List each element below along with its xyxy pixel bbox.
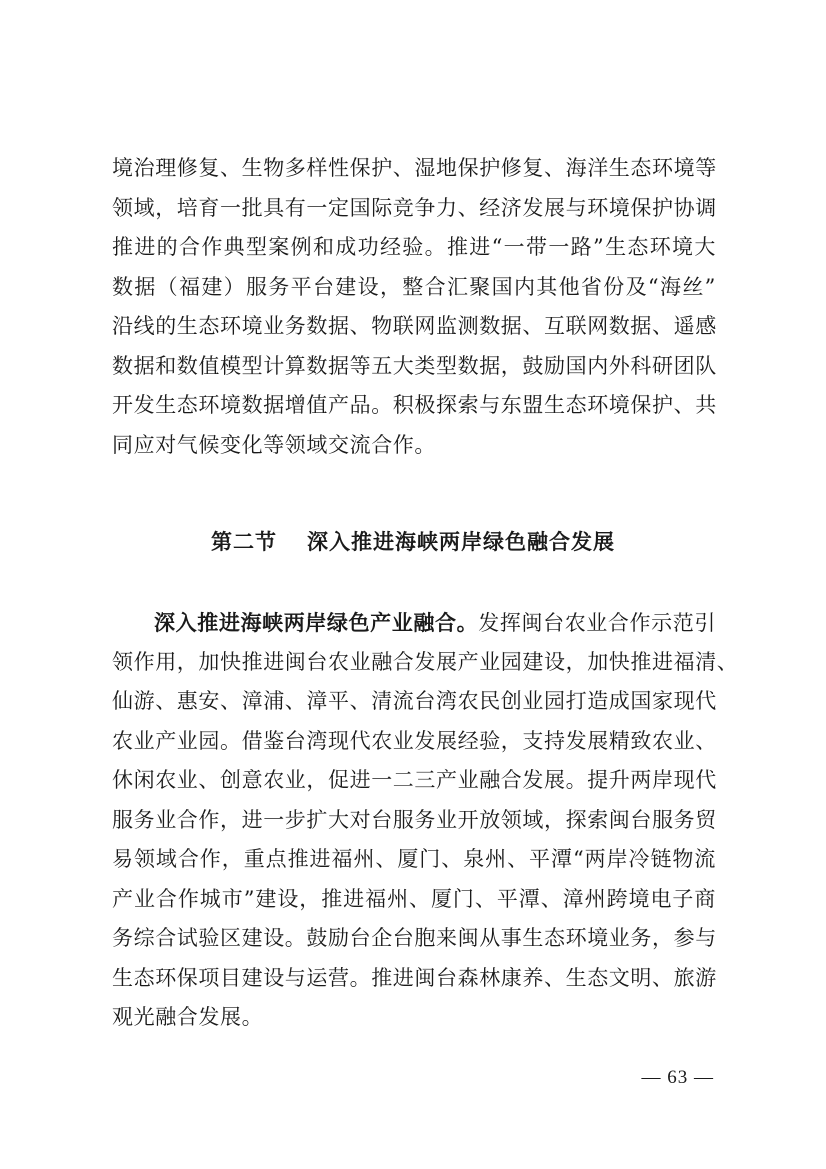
paragraph-line: 境治理修复、生物多样性保护、湿地保护修复、海洋生态环境等 [112, 156, 717, 180]
paragraph-line: 服务业合作，进一步扩大对台服务业开放领域，探索闽台服务贸 [112, 807, 717, 832]
paragraph-line: 推进的合作典型案例和成功经验。推进“一带一路”生态环境大 [112, 235, 716, 259]
paragraph-lead-heading: 深入推进海峡两岸绿色产业融合。 [154, 610, 479, 635]
paragraph-line: 休闲农业、创意农业，促进一二三产业融合发展。提升两岸现代 [112, 768, 717, 792]
paragraph-green-industry [112, 603, 739, 1038]
paragraph-line: 领域，培育一批具有一定国际竞争力、经济发展与环境保护协调 [112, 195, 717, 220]
paragraph-line: 沿线的生态环境业务数据、物联网监测数据、互联网数据、遥感 [112, 314, 717, 338]
paragraph-line: 数据（福建）服务平台建设，整合汇聚国内其他省份及“海丝” [112, 274, 716, 299]
paragraph-line: 仙游、惠安、漳浦、漳平、清流台湾农民创业园打造成国家现代 [112, 689, 717, 713]
paragraph-line: 农业产业园。借鉴台湾现代农业发展经验，支持发展精致农业、 [112, 728, 717, 753]
section-title: 深入推进海峡两岸绿色融合发展 [307, 529, 615, 554]
paragraph-line: 开发生态环境数据增值产品。积极探索与东盟生态环境保护、共 [112, 393, 717, 417]
paragraph-line: 观光融合发展。 [112, 1005, 264, 1029]
page-number: — 63 — [641, 1067, 714, 1088]
paragraph-first-line [112, 603, 716, 643]
paragraph-line: 务综合试验区建设。鼓励台企台胞来闽从事生态环境业务，参与 [112, 926, 717, 950]
section-heading [0, 522, 826, 562]
paragraph-continuation [112, 149, 716, 465]
paragraph-first-line-text: 发挥闽台农业合作示范引 [478, 611, 716, 635]
paragraph-line: 同应对气候变化等领域交流合作。 [112, 432, 436, 457]
paragraph-line: 生态环保项目建设与运营。推进闽台森林康养、生态文明、旅游 [112, 965, 717, 990]
paragraph-line: 领作用，加快推进闽台农业融合发展产业园建设，加快推进福清、 [112, 649, 739, 674]
paragraph-line: 产业合作城市”建设，推进福州、厦门、平潭、漳州跨境电子商 [112, 886, 716, 911]
paragraph-line: 易领域合作，重点推进福州、厦门、泉州、平潭“两岸冷链物流 [112, 847, 716, 871]
section-number: 第二节 [211, 529, 277, 554]
paragraph-line: 数据和数值模型计算数据等五大类型数据，鼓励国内外科研团队 [112, 353, 717, 378]
